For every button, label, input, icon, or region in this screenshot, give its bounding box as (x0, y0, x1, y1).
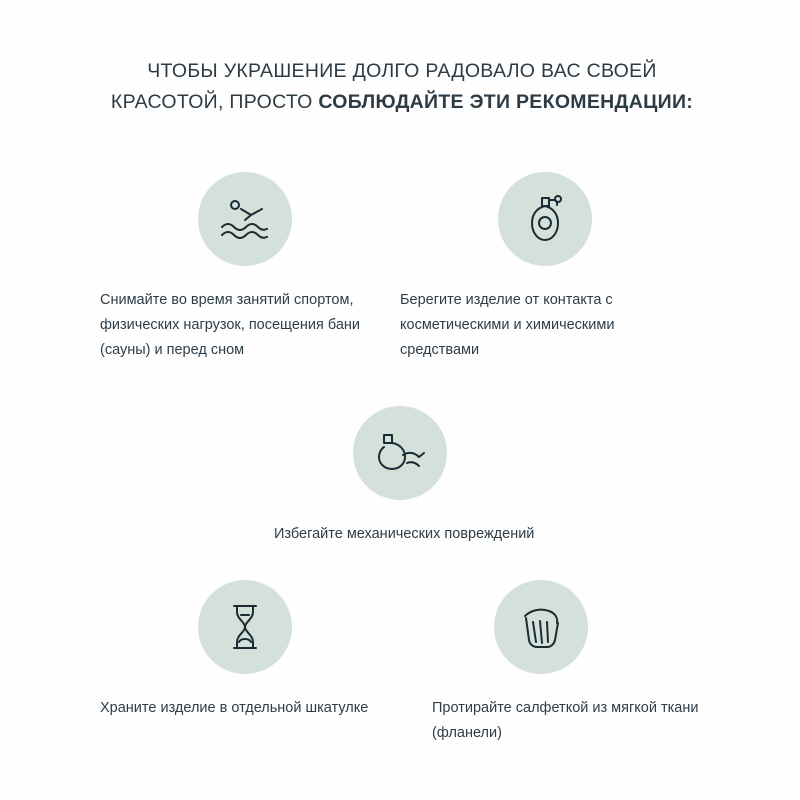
page-title (72, 56, 732, 118)
tip-icon-badge-storage (198, 580, 292, 674)
tip-icon-badge-wipe (494, 580, 588, 674)
tip-caption-storage: Храните изделие в отдельной шкатулке (100, 700, 369, 716)
page-title-line-2-light-text: КРАСОТОЙ, ПРОСТО (110, 91, 319, 113)
swimming-icon (218, 196, 272, 242)
tip-item-cosmetics (400, 172, 680, 363)
page-title-line-2-bold-text: СОБЛЮДАЙТЕ ЭТИ РЕКОМЕНДАЦИИ: (318, 91, 694, 113)
tip-caption-sport: Снимайте во время занятий спортом, физических нагрузок, посещения бани (сауны) и перед сном (100, 292, 361, 358)
page-title-line-2 (72, 87, 732, 118)
perfume-bottle-icon (522, 193, 568, 245)
tip-item-wipe (432, 580, 712, 746)
ring-hammer-icon (373, 429, 427, 477)
tip-item-sport (100, 172, 370, 363)
page-title-line-1 (72, 56, 732, 87)
tip-caption-damage: Избегайте механических повреждений (274, 526, 535, 542)
tip-caption-wipe: Протирайте салфеткой из мягкой ткани (фланели) (432, 700, 699, 741)
hourglass-jewelry-box-icon (223, 600, 267, 654)
polishing-cloth-icon (517, 602, 565, 652)
tip-item-damage (250, 406, 550, 547)
tip-icon-badge-cosmetics (498, 172, 592, 266)
tip-caption-cosmetics: Берегите изделие от контакта с косметическими и химическими средствами (400, 292, 615, 358)
tip-item-storage (100, 580, 390, 721)
tip-icon-badge-damage (353, 406, 447, 500)
page-title-line-1-text: ЧТОБЫ УКРАШЕНИЕ ДОЛГО РАДОВАЛО ВАС СВОЕЙ (147, 60, 657, 82)
tip-icon-badge-sport (198, 172, 292, 266)
